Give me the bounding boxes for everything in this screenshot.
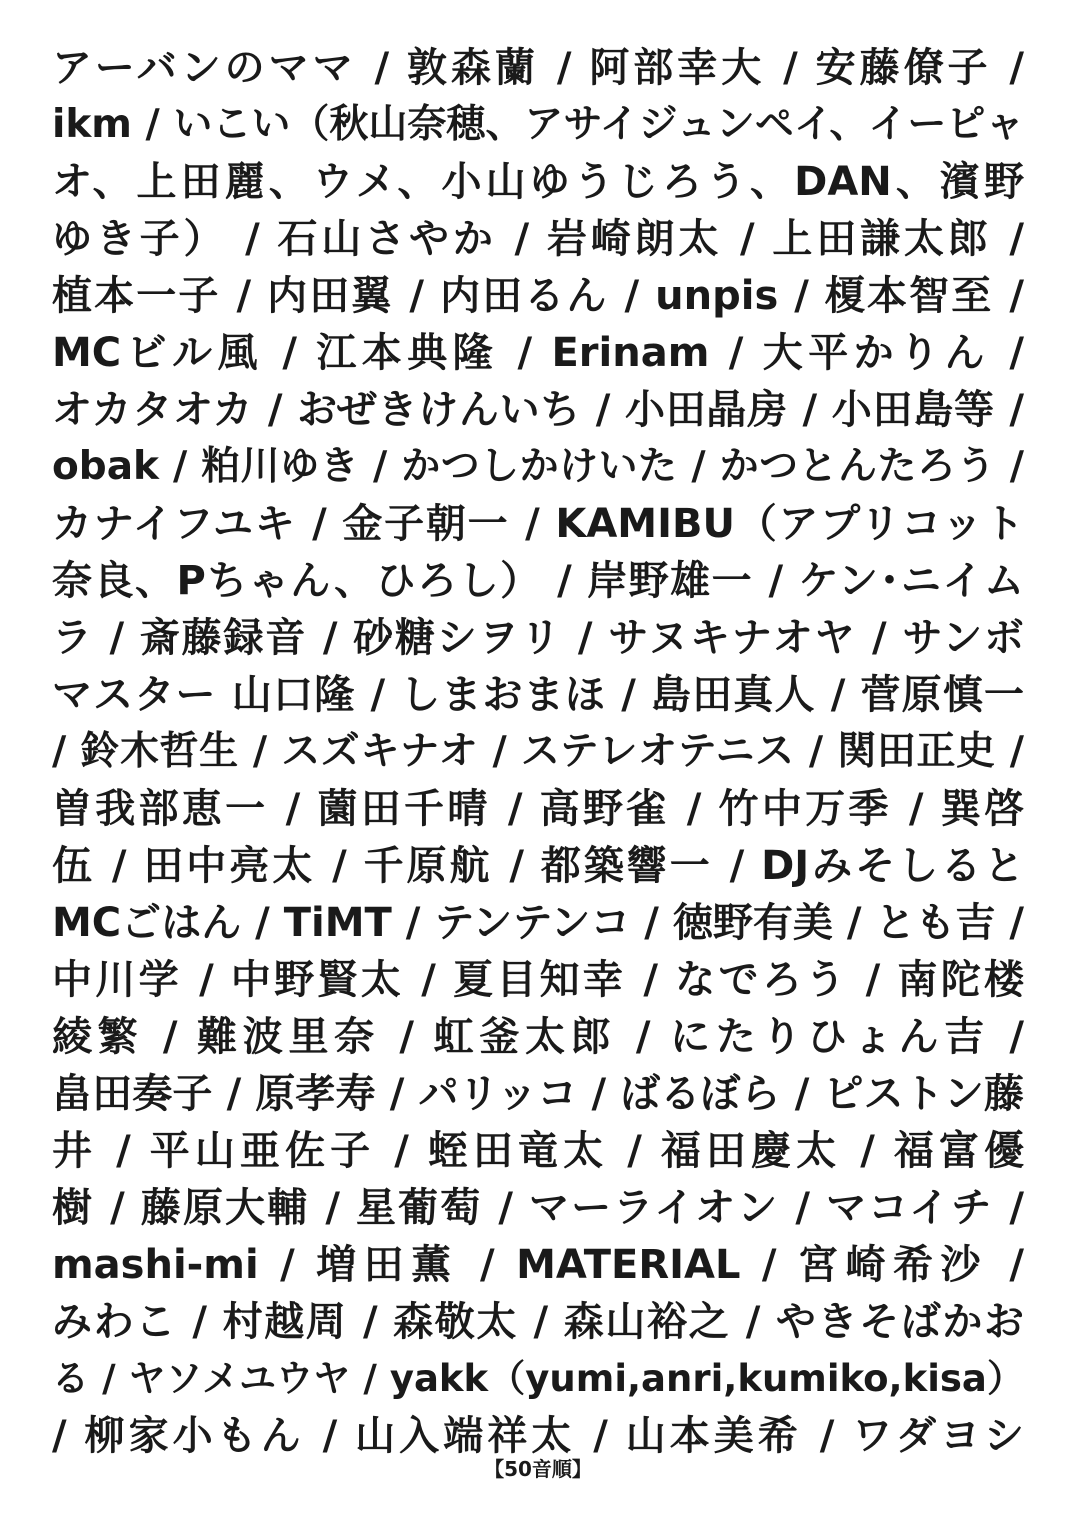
name-list-line: 畠田奏子 / 原孝寿 / パリッコ / ばるぼら / ピストン藤 bbox=[52, 1071, 1024, 1117]
name-list-line: 綾繁 / 難波里奈 / 虹釜太郎 / にたりひょん吉 / bbox=[52, 1014, 1024, 1060]
name-list-line: ラ / 斎藤録音 / 砂糖シヲリ / サヌキナオヤ / サンボ bbox=[52, 615, 1024, 661]
name-list-line: アーバンのママ / 敦森蘭 / 阿部幸大 / 安藤僚子 / bbox=[52, 45, 1024, 91]
name-list-line: 曽我部恵一 / 薗田千晴 / 高野雀 / 竹中万季 / 巽啓 bbox=[52, 786, 1024, 832]
name-list-line: MCごはん / TiMT / テンテンコ / 徳野有美 / とも吉 / bbox=[52, 900, 1024, 946]
name-list-line: 樹 / 藤原大輔 / 星葡萄 / マーライオン / マコイチ / bbox=[52, 1185, 1024, 1231]
name-list-line: みわこ / 村越周 / 森敬太 / 森山裕之 / やきそばかお bbox=[52, 1299, 1024, 1345]
name-list-line: オカタオカ / おぜきけんいち / 小田晶房 / 小田島等 / bbox=[52, 387, 1024, 433]
name-list-line: obak / 粕川ゆき / かつしかけいた / かつとんたろう / bbox=[52, 444, 1024, 489]
name-list-line: ゆき子） / 石山さやか / 岩崎朗太 / 上田謙太郎 / bbox=[52, 216, 1024, 262]
name-list-line: る / ヤソメユウヤ / yakk（yumi,anri,kumiko,kisa） bbox=[52, 1357, 1024, 1400]
name-list-line: ikm / いこい（秋山奈穂、アサイジュンペイ、イーピャ bbox=[52, 102, 1024, 147]
name-list-line: マスター 山口隆 / しまおまほ / 島田真人 / 菅原慎一 bbox=[52, 672, 1024, 718]
name-list-line: オ、上田麗、ウメ、小山ゆうじろう、DAN、濱野 bbox=[52, 159, 1024, 205]
name-list-line: / 柳家小もん / 山入端祥太 / 山本美希 / ワダヨシ bbox=[52, 1413, 1024, 1459]
name-list-line: 植本一子 / 内田翼 / 内田るん / unpis / 榎本智至 / bbox=[52, 273, 1024, 319]
sort-order-note: 【50音順】 bbox=[484, 1457, 592, 1481]
name-list-line: 伍 / 田中亮太 / 千原航 / 都築響一 / DJみそしると bbox=[52, 843, 1024, 889]
name-list-line: / 鈴木哲生 / スズキナオ / ステレオテニス / 関田正史 / bbox=[52, 729, 1024, 774]
name-list-line: mashi-mi / 増田薫 / MATERIAL / 宮崎希沙 / bbox=[52, 1242, 1024, 1288]
name-list-line: カナイフユキ / 金子朝一 / KAMIBU（アプリコット bbox=[52, 501, 1024, 547]
name-list-line: 井 / 平山亜佐子 / 蛭田竜太 / 福田慶太 / 福富優 bbox=[52, 1128, 1024, 1174]
name-list-line: 中川学 / 中野賢太 / 夏目知幸 / なでろう / 南陀楼 bbox=[52, 957, 1024, 1003]
name-list-line: MCビル風 / 江本典隆 / Erinam / 大平かりん / bbox=[52, 330, 1024, 376]
name-list-line: 奈良、Pちゃん、ひろし） / 岸野雄一 / ケン･ニイム bbox=[52, 558, 1024, 604]
